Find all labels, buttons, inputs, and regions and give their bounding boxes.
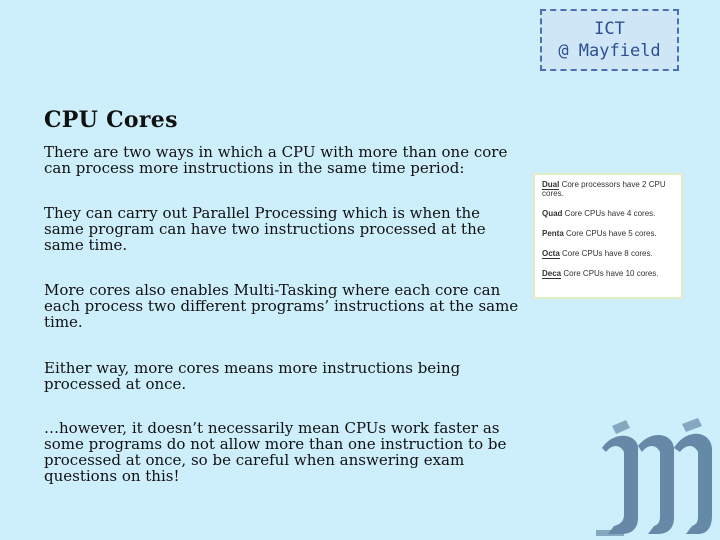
paragraph-caveat: …however, it doesn’t necessarily mean CPUs work faster as some programs do not allow more than one instruction to be processed at once, so be careful when answering exam questions on this!	[44, 419, 507, 485]
note-prefix: Deca	[542, 269, 562, 278]
note-penta	[542, 229, 675, 238]
note-deca	[542, 269, 675, 278]
note-prefix: Dual	[542, 180, 560, 189]
paragraph-parallel-processing: They can carry out Parallel Processing which is when the same program can have two instructions processed at the same time.	[44, 204, 486, 254]
note-prefix: Quad	[542, 209, 563, 218]
note-quad	[542, 209, 675, 218]
note-prefix: Octa	[542, 249, 560, 258]
note-text: Core CPUs have 10 cores.	[561, 269, 659, 278]
paragraph-summary: Either way, more cores means more instructions being processed at once.	[44, 359, 461, 393]
page-title: CPU Cores	[44, 107, 178, 133]
mayfield-monogram-icon	[594, 418, 716, 538]
note-text: Core processors have 2 CPU cores.	[542, 180, 666, 198]
note-text: Core CPUs have 5 cores.	[563, 229, 657, 238]
ict-mayfield-logo	[540, 9, 679, 71]
paragraph-multi-tasking: More cores also enables Multi-Tasking where each core can each process two different programs’ instructions at the same time.	[44, 281, 519, 331]
note-text: Core CPUs have 8 cores.	[559, 249, 653, 258]
note-prefix: Penta	[542, 229, 564, 238]
note-octa	[542, 249, 675, 258]
logo-line-1: ICT	[594, 19, 625, 39]
note-text: Core CPUs have 4 cores.	[562, 209, 656, 218]
paragraph-intro: There are two ways in which a CPU with more than one core can process more instructions in the same time period:	[44, 143, 508, 177]
core-count-notes	[533, 173, 683, 299]
note-dual	[542, 180, 675, 198]
logo-line-2: @ Mayfield	[558, 41, 661, 61]
